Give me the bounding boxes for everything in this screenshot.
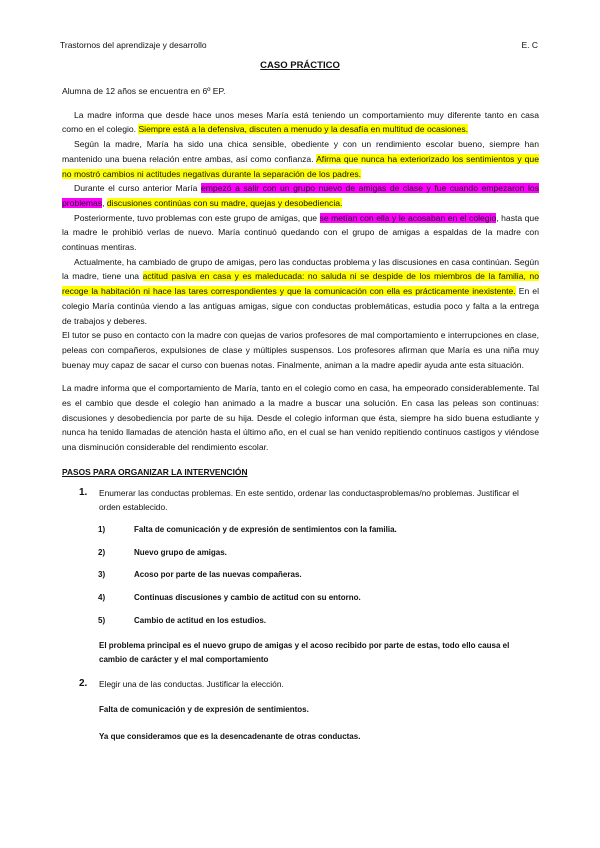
paragraph-6: El tutor se puso en contacto con la madre con quejas de varios profesores de mal comportamiento e interrupciones en clase, peleas con compañeros, expulsiones de clase y múltiples suspensos. Los profesores afirman que María es una niña muy buenay muy capaz de sacar el curso con buenas notas. Finalmente, animan a la madre apedir ayuda ante esta situación. [62,330,539,370]
paragraph-7: La madre informa que el comportamiento de María, tanto en el colegio como en casa, ha empeorado considerablemente. Tal es el cambio que desde el colegio han animado a la madre a buscar una solución. En casa las peleas son continuas: discusiones y desobediencia por parte de su hija. Desde el colegio informan que ésta, siempre ha sido buena estudiante y nunca ha tenido llamadas de atención hasta el último año, en el cual se han venido repitiendo continuos castigos y viéndose una disminución considerable del rendimiento escolar. [62,383,539,453]
step-2-number: 2. [79,677,88,689]
highlight-magenta: empezó a salir con un grupo nuevo de amigas de clase [200,183,423,194]
step-1-number: 1. [79,486,88,498]
paragraph-5-text: Actualmente, ha cambiado de grupo de amigas, pero las conductas problema y las discusiones en casa continúan. Según la madre, tiene una [62,256,539,282]
list-item-number: 4) [98,593,106,603]
paragraph-3-text: Durante el curso anterior María [74,183,201,194]
paragraph-5-rest: En el colegio María continúa viendo a las antiguas amigas, sigue con conductas problemáticas, estudia poco y falta a la entrega de trabajos y deberes. [62,286,539,326]
step-1-conclusion: El problema principal es el nuevo grupo de amigas y el acoso recibido por parte de estas, todo ello causa el cambio de carácter y el mal comportamiento [99,640,510,664]
list-item-number: 2) [98,547,106,557]
paragraph-2 [62,137,539,181]
intro-line: Alumna de 12 años se encuentra en 6º EP. [62,86,226,96]
paragraph-3 [62,181,539,210]
list-item-number: 1) [98,524,106,534]
paragraph-4-rest: , hasta que la madre le prohibió verlas de nuevo. María continuó quedando con el grupo de amigas a espaldas de la madre con continuas mentiras. [62,212,539,253]
paragraph-4 [62,211,539,255]
highlight-yellow: Siempre está a la defensiva, discuten a menudo y la desafía en multitud de ocasiones. [138,124,469,135]
highlight-magenta: se metían con ella y le acosaban en el colegio [319,212,497,223]
header-initials: E. C [521,40,538,50]
highlight-magenta: y fue cuando empezaron los problemas [62,183,539,208]
list-item-number: 3) [98,570,106,580]
list-item-text: Continuas discusiones y cambio de actitud con su entorno. [134,593,361,603]
step-2 [62,677,539,692]
header-course-title: Trastornos del aprendizaje y desarrollo [60,40,207,50]
list-item-text: Acoso por parte de las nuevas compañeras. [134,570,302,580]
document-body [62,84,539,745]
paragraph-1-text: La madre informa que desde hace unos meses María está teniendo un comportamiento muy diferente tanto en casa como en el colegio. [62,109,539,135]
list-item [62,591,539,606]
paragraph-1 [62,108,539,137]
paragraph-5 [62,255,539,329]
list-item [62,523,539,538]
step-1-text: Enumerar las conductas problemas. En este sentido, ordenar las conductasproblemas/no problemas. Justificar el orden establecido. [99,487,519,513]
list-item [62,614,539,629]
paragraph-4-text: Posteriormente, tuvo problemas con este grupo de amigas, que [74,212,320,223]
highlight-yellow: Afirma que nunca ha exteriorizado los sentimientos y que no mostró cambios ni actitudes negativas durante la separación de los padres. [62,153,539,179]
page-title: CASO PRÁCTICO [260,60,340,71]
paragraph-2-text: Según la madre, María ha sido una chica sensible, obediente y con un rendimiento escolar bueno, siempre han mantenido una buena relación entre ambas, así como confianza. [62,139,539,164]
step-2-justification: Ya que consideramos que es la desencadenante de otras conductas. [99,731,361,741]
paragraph-3-sep: , [102,197,107,208]
list-item [62,568,539,583]
list-item-text: Falta de comunicación y de expresión de sentimientos con la familia. [134,524,397,534]
list-item-number: 5) [98,615,106,625]
list-item-text: Cambio de actitud en los estudios. [134,615,267,625]
steps-heading: PASOS PARA ORGANIZAR LA INTERVENCIÓN [62,466,248,477]
step-2-answer: Falta de comunicación y de expresión de sentimientos. [99,705,309,715]
highlight-yellow: discusiones continúas con su madre, quejas y desobediencia. [106,197,343,208]
highlight-yellow: actitud pasiva en casa y es maleducada: no saluda ni se despide de los miembros de la familia, no recoge la habitación ni hace las tares correspondientes y que la comunicación con ella es prácticamente inexistente. [62,271,539,297]
list-item-text: Nuevo grupo de amigas. [134,547,227,557]
step-1 [62,486,539,515]
problem-list [62,523,539,629]
step-2-text: Elegir una de las conductas. Justificar la elección. [99,678,284,689]
list-item [62,546,539,561]
